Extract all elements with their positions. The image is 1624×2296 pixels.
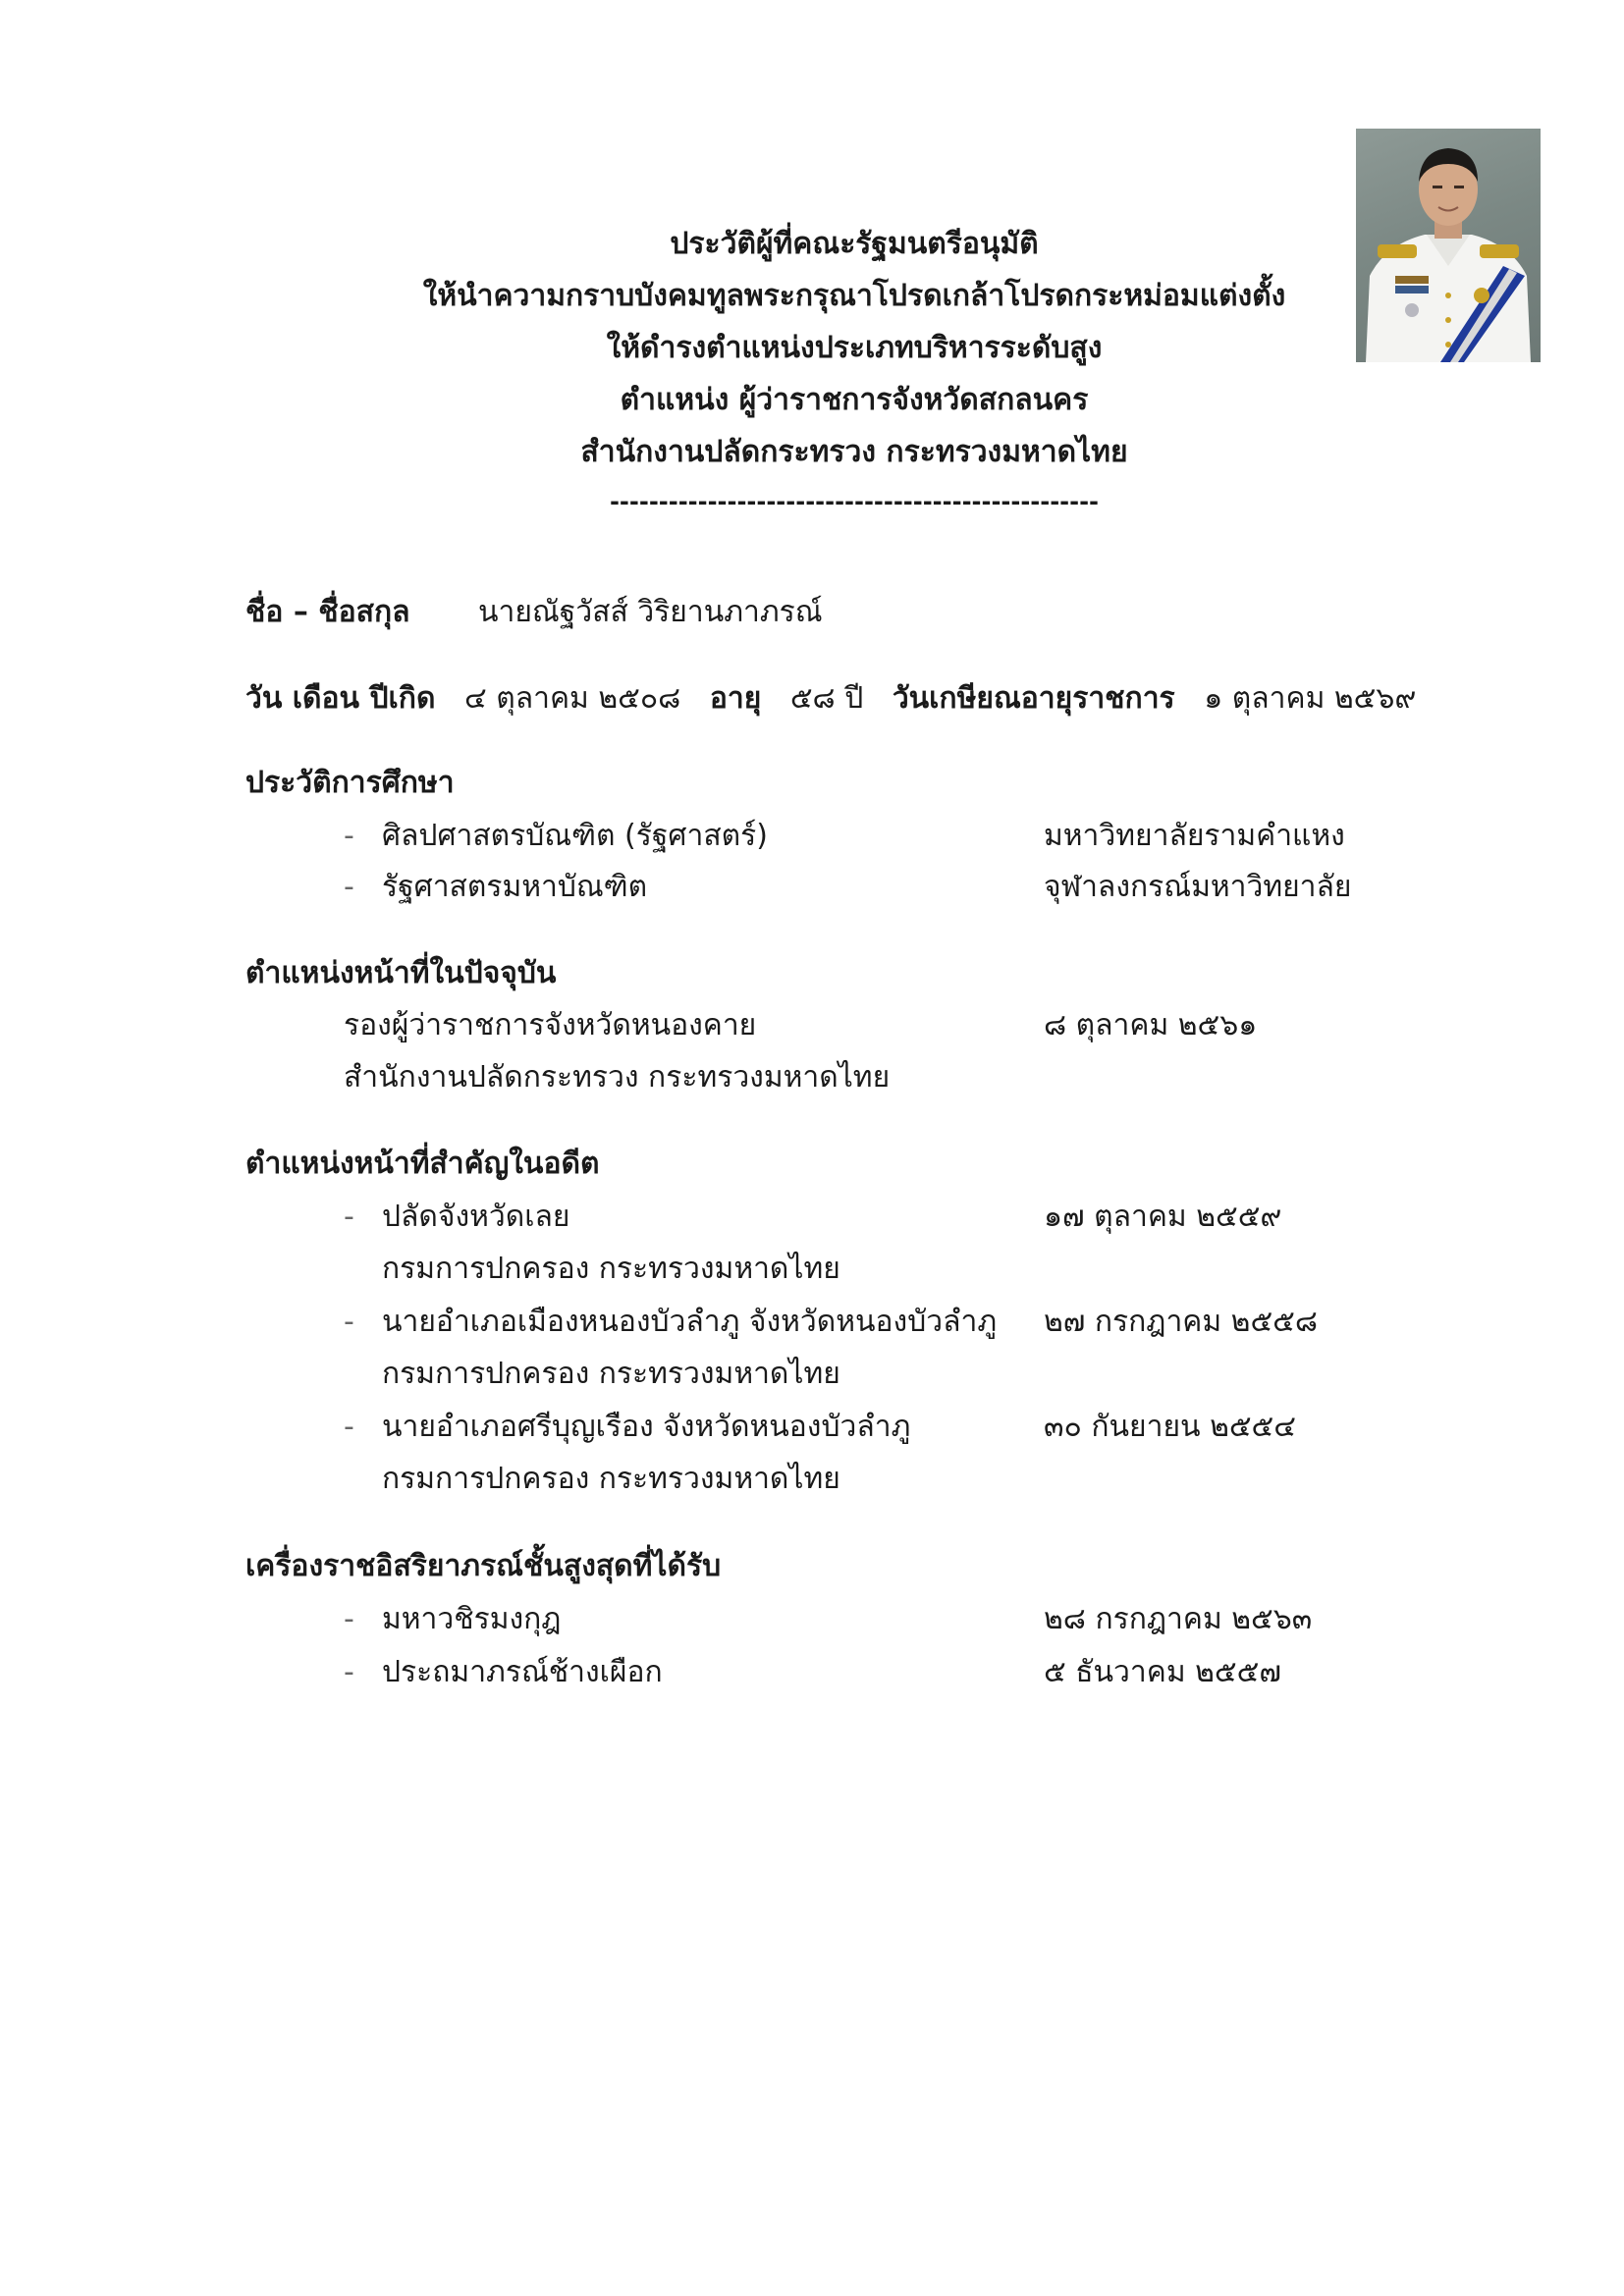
header-title-line-5: สำนักงานปลัดกระทรวง กระทรวงมหาดไทย [580, 435, 1128, 469]
header-divider: -------------------------------------------------- [609, 488, 1100, 515]
decoration-name-1: มหาวชิรมงกุฎ [382, 1602, 562, 1636]
past-positions-heading: ตำแหน่งหน้าที่สำคัญในอดีต [245, 1147, 600, 1181]
past-position-date-2: ๒๗ กรกฎาคม ๒๕๕๘ [1044, 1305, 1319, 1339]
past-position-org-1: กรมการปกครอง กระทรวงมหาดไทย [382, 1252, 840, 1286]
retire-date: ๑ ตุลาคม ๒๕๖๙ [1204, 681, 1417, 716]
education-degree-2: รัฐศาสตรมหาบัณฑิต [382, 870, 648, 904]
header-title-line-1: ประวัติผู้ที่คณะรัฐมนตรีอนุมัติ [670, 227, 1039, 261]
current-position-org: สำนักงานปลัดกระทรวง กระทรวงมหาดไทย [344, 1060, 891, 1095]
past-position-org-3: กรมการปกครอง กระทรวงมหาดไทย [382, 1462, 840, 1496]
education-institution-1: มหาวิทยาลัยรามคำแหง [1044, 819, 1345, 853]
name-label: ชื่อ – ชื่อสกุล [245, 595, 410, 629]
birth-label: วัน เดือน ปีเกิด [245, 681, 436, 716]
past-position-date-3: ๓๐ กันยายน ๒๕๕๔ [1044, 1410, 1296, 1444]
current-position-date: ๘ ตุลาคม ๒๕๖๑ [1044, 1008, 1258, 1042]
current-position-title: รองผู้ว่าราชการจังหวัดหนองคาย [344, 1008, 757, 1042]
education-institution-2: จุฬาลงกรณ์มหาวิทยาลัย [1044, 870, 1352, 904]
decorations-heading: เครื่องราชอิสริยาภรณ์ชั้นสูงสุดที่ได้รับ [245, 1549, 722, 1583]
past-position-org-2: กรมการปกครอง กระทรวงมหาดไทย [382, 1357, 840, 1391]
past-position-title-1: ปลัดจังหวัดเลย [382, 1200, 570, 1234]
education-dash-2: - [344, 870, 354, 904]
past-position-title-3: นายอำเภอศรีบุญเรือง จังหวัดหนองบัวลำภู [382, 1410, 911, 1444]
header-title-line-2: ให้นำความกราบบังคมทูลพระกรุณาโปรดเกล้าโปรดกระหม่อมแต่งตั้ง [422, 279, 1286, 313]
decoration-name-2: ประถมาภรณ์ช้างเผือก [382, 1655, 663, 1689]
decoration-dash-1: - [344, 1602, 354, 1636]
education-heading: ประวัติการศึกษา [245, 766, 455, 800]
age-label: อายุ [709, 681, 762, 716]
past-position-dash-3: - [344, 1410, 354, 1444]
name-value: นายณัฐวัสส์ วิริยานภาภรณ์ [478, 595, 823, 629]
past-position-dash-2: - [344, 1305, 354, 1339]
decoration-date-2: ๕ ธันวาคม ๒๕๕๗ [1044, 1655, 1281, 1689]
decoration-date-1: ๒๘ กรกฎาคม ๒๕๖๓ [1044, 1602, 1313, 1636]
education-degree-1: ศิลปศาสตรบัณฑิต (รัฐศาสตร์) [382, 819, 768, 853]
birth-row [245, 679, 1435, 719]
header-title-line-3: ให้ดำรงตำแหน่งประเภทบริหารระดับสูง [606, 331, 1103, 365]
past-position-title-2: นายอำเภอเมืองหนองบัวลำภู จังหวัดหนองบัวลำภู [382, 1305, 998, 1339]
education-dash-1: - [344, 819, 354, 853]
header-title-line-4: ตำแหน่ง ผู้ว่าราชการจังหวัดสกลนคร [620, 383, 1089, 417]
past-position-dash-1: - [344, 1200, 354, 1234]
age-value: ๕๘ ปี [789, 681, 864, 716]
retire-label: วันเกษียณอายุราชการ [892, 681, 1175, 716]
document-header [295, 218, 1414, 521]
decoration-dash-2: - [344, 1655, 354, 1689]
birth-date: ๔ ตุลาคม ๒๕๐๘ [464, 681, 681, 716]
past-position-date-1: ๑๗ ตุลาคม ๒๕๕๙ [1044, 1200, 1282, 1234]
current-position-heading: ตำแหน่งหน้าที่ในปัจจุบัน [245, 956, 557, 990]
